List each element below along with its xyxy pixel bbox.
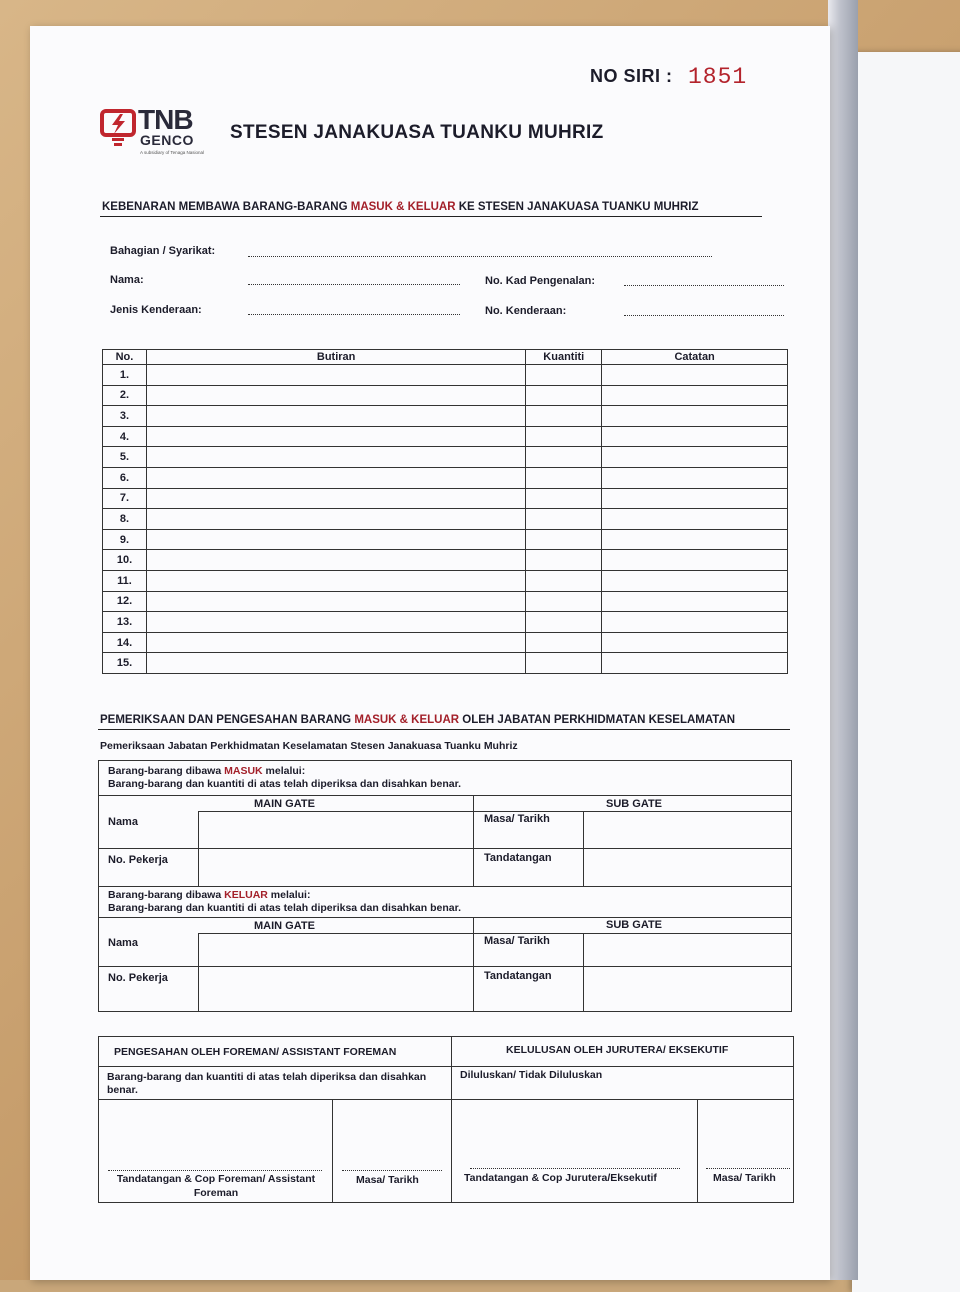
section-inspection-underline: [98, 729, 790, 730]
pad-edge: [828, 0, 858, 1280]
remarks-cell[interactable]: [602, 509, 788, 530]
row-number: 15.: [103, 653, 147, 674]
engineer-time-line[interactable]: [706, 1168, 790, 1169]
divider: [98, 917, 792, 918]
in-time-date-label: Masa/ Tarikh: [484, 813, 550, 825]
out-via-word: KELUAR: [224, 889, 268, 901]
table-row: [103, 447, 788, 468]
section-inspection-title: [100, 714, 735, 726]
quantity-cell[interactable]: [526, 612, 602, 633]
in-main-gate-staff-no-field[interactable]: [199, 849, 472, 886]
remarks-cell[interactable]: [602, 550, 788, 571]
row-number: 11.: [103, 570, 147, 591]
engineer-approval-text: Diluluskan/ Tidak Diluluskan: [460, 1069, 603, 1081]
in-sub-gate: SUB GATE: [606, 798, 663, 810]
quantity-cell[interactable]: [526, 509, 602, 530]
out-time-date-label: Masa/ Tarikh: [484, 935, 550, 947]
vehicle-no-field[interactable]: [624, 315, 784, 316]
in-via-pre: Barang-barang dibawa: [108, 765, 225, 777]
section-permit-title-highlight: MASUK & KELUAR: [350, 201, 456, 213]
foreman-signature-label: Tandatangan & Cop Foreman/ Assistant Foreman: [116, 1173, 316, 1199]
out-name-label: Nama: [108, 937, 138, 949]
out-via-post: melalui:: [267, 889, 311, 901]
section-permit-title: [102, 201, 699, 213]
details-cell[interactable]: [146, 365, 525, 386]
section-inspection-title-pre: PEMERIKSAAN DAN PENGESAHAN BARANG: [100, 714, 355, 726]
quantity-cell[interactable]: [526, 653, 602, 674]
details-cell[interactable]: [146, 488, 525, 509]
section-inspection-title-highlight: MASUK & KELUAR: [354, 714, 460, 726]
inspection-subtitle: Pemeriksaan Jabatan Perkhidmatan Keselamatan Stesen Janakuasa Tuanku Muhriz: [100, 740, 518, 752]
in-signature-label: Tandatangan: [484, 852, 552, 864]
quantity-cell[interactable]: [526, 591, 602, 612]
quantity-cell[interactable]: [526, 467, 602, 488]
row-number: 1.: [103, 365, 147, 386]
logo-brand: TNB: [138, 104, 193, 135]
remarks-cell[interactable]: [602, 570, 788, 591]
out-sub-gate-time-field[interactable]: [584, 934, 790, 965]
divider: [473, 917, 474, 1011]
serial-number: 1851: [688, 64, 748, 90]
vehicle-type-label: Jenis Kenderaan:: [110, 304, 202, 316]
table-row: [103, 488, 788, 509]
out-via-label: [108, 889, 310, 901]
quantity-cell[interactable]: [526, 365, 602, 386]
ic-label: No. Kad Pengenalan:: [485, 275, 596, 287]
quantity-cell[interactable]: [526, 632, 602, 653]
remarks-cell[interactable]: [602, 447, 788, 468]
details-cell[interactable]: [146, 447, 525, 468]
details-cell[interactable]: [146, 385, 525, 406]
table-row: [103, 509, 788, 530]
table-row: [103, 653, 788, 674]
row-number: 13.: [103, 612, 147, 633]
divider: [98, 1066, 794, 1067]
table-row: [103, 385, 788, 406]
remarks-cell[interactable]: [602, 653, 788, 674]
details-cell[interactable]: [146, 509, 525, 530]
vehicle-type-field[interactable]: [248, 314, 460, 315]
tnb-logo-icon: [100, 108, 138, 148]
in-staff-no-label: No. Pekerja: [108, 854, 168, 866]
serial-label: NO SIRI :: [590, 66, 673, 86]
remarks-cell[interactable]: [602, 406, 788, 427]
header-details: Butiran: [146, 350, 525, 365]
details-cell[interactable]: [146, 550, 525, 571]
in-name-label: Nama: [108, 816, 138, 828]
division-field[interactable]: [248, 256, 712, 257]
remarks-cell[interactable]: [602, 632, 788, 653]
section-permit-underline: [100, 216, 762, 217]
row-number: 3.: [103, 406, 147, 427]
name-field[interactable]: [248, 284, 460, 285]
engineer-signature-label: Tandatangan & Cop Jurutera/Eksekutif: [464, 1172, 657, 1184]
remarks-cell[interactable]: [602, 529, 788, 550]
foreman-verified-text: Barang-barang dan kuantiti di atas telah diperiksa dan disahkan benar.: [107, 1071, 427, 1096]
out-verified-text: Barang-barang dan kuantiti di atas telah diperiksa dan disahkan benar.: [108, 902, 462, 914]
in-sub-gate-time-field[interactable]: [584, 812, 790, 847]
table-row: [103, 406, 788, 427]
row-number: 9.: [103, 529, 147, 550]
foreman-time-label: Masa/ Tarikh: [356, 1174, 419, 1186]
details-cell[interactable]: [146, 570, 525, 591]
details-cell[interactable]: [146, 612, 525, 633]
page-title: STESEN JANAKUASA TUANKU MUHRIZ: [230, 122, 604, 143]
table-row: [103, 467, 788, 488]
in-main-gate-name-field[interactable]: [199, 812, 472, 847]
details-cell[interactable]: [146, 529, 525, 550]
details-cell[interactable]: [146, 591, 525, 612]
table-row: [103, 591, 788, 612]
out-sub-gate: SUB GATE: [606, 919, 663, 931]
quantity-cell[interactable]: [526, 550, 602, 571]
remarks-cell[interactable]: [602, 591, 788, 612]
out-main-gate-name-field[interactable]: [199, 934, 472, 965]
remarks-cell[interactable]: [602, 488, 788, 509]
engineer-time-label: Masa/ Tarikh: [713, 1172, 776, 1184]
form-sheet: [30, 26, 830, 1280]
out-sub-gate-signature-field[interactable]: [584, 967, 790, 1010]
in-via-word: MASUK: [224, 765, 263, 777]
section-permit-title-post: KE STESEN JANAKUASA TUANKU MUHRIZ: [455, 201, 699, 213]
in-sub-gate-signature-field[interactable]: [584, 849, 790, 886]
details-cell[interactable]: [146, 426, 525, 447]
remarks-cell[interactable]: [602, 385, 788, 406]
name-label: Nama:: [110, 274, 144, 286]
table-row: [103, 550, 788, 571]
row-number: 10.: [103, 550, 147, 571]
quantity-cell[interactable]: [526, 529, 602, 550]
section-permit-title-pre: KEBENARAN MEMBAWA BARANG-BARANG: [102, 201, 351, 213]
items-table: [102, 349, 788, 674]
divider: [697, 1099, 698, 1202]
out-staff-no-label: No. Pekerja: [108, 972, 168, 984]
row-number: 8.: [103, 509, 147, 530]
quantity-cell[interactable]: [526, 385, 602, 406]
quantity-cell[interactable]: [526, 406, 602, 427]
details-cell[interactable]: [146, 406, 525, 427]
logo-tagline: A subsidiary of Tenaga Nasional: [140, 150, 204, 155]
quantity-cell[interactable]: [526, 488, 602, 509]
details-cell[interactable]: [146, 632, 525, 653]
divider: [332, 1099, 333, 1202]
details-cell[interactable]: [146, 467, 525, 488]
out-main-gate-staff-no-field[interactable]: [199, 967, 472, 1010]
quantity-cell[interactable]: [526, 447, 602, 468]
header-remarks: Catatan: [602, 350, 788, 365]
in-verified-text: Barang-barang dan kuantiti di atas telah diperiksa dan disahkan benar.: [108, 778, 462, 790]
divider: [451, 1036, 452, 1202]
table-row: [103, 612, 788, 633]
engineer-title: KELULUSAN OLEH JURUTERA/ EKSEKUTIF: [506, 1044, 729, 1056]
in-via-label: [108, 765, 305, 777]
divider: [98, 1099, 794, 1100]
vehicle-no-label: No. Kenderaan:: [485, 305, 567, 317]
division-label: Bahagian / Syarikat:: [110, 245, 216, 257]
row-number: 2.: [103, 385, 147, 406]
divider: [98, 795, 792, 796]
row-number: 4.: [103, 426, 147, 447]
divider: [473, 795, 474, 887]
in-via-post: melalui:: [262, 765, 306, 777]
row-number: 12.: [103, 591, 147, 612]
background-form-sheet: [852, 52, 960, 1292]
header-quantity: Kuantiti: [526, 350, 602, 365]
ic-field[interactable]: [624, 285, 784, 286]
quantity-cell[interactable]: [526, 426, 602, 447]
remarks-cell[interactable]: [602, 365, 788, 386]
table-row: [103, 426, 788, 447]
table-row: [103, 570, 788, 591]
divider: [98, 886, 792, 887]
section-inspection-title-post: OLEH JABATAN PERKHIDMATAN KESELAMATAN: [459, 714, 736, 726]
out-via-pre: Barang-barang dibawa: [108, 889, 225, 901]
out-signature-label: Tandatangan: [484, 970, 552, 982]
header-no: No.: [103, 350, 147, 365]
row-number: 5.: [103, 447, 147, 468]
foreman-signature-line[interactable]: [108, 1170, 322, 1171]
quantity-cell[interactable]: [526, 570, 602, 591]
in-main-gate: MAIN GATE: [254, 798, 315, 810]
remarks-cell[interactable]: [602, 467, 788, 488]
out-main-gate: MAIN GATE: [254, 920, 315, 932]
logo-sub: GENCO: [140, 132, 194, 148]
row-number: 14.: [103, 632, 147, 653]
row-number: 6.: [103, 467, 147, 488]
remarks-cell[interactable]: [602, 612, 788, 633]
row-number: 7.: [103, 488, 147, 509]
table-row: [103, 529, 788, 550]
details-cell[interactable]: [146, 653, 525, 674]
engineer-signature-line[interactable]: [470, 1168, 680, 1169]
table-row: [103, 632, 788, 653]
table-row: [103, 365, 788, 386]
remarks-cell[interactable]: [602, 426, 788, 447]
foreman-time-line[interactable]: [342, 1170, 442, 1171]
foreman-title: PENGESAHAN OLEH FOREMAN/ ASSISTANT FOREMAN: [114, 1046, 397, 1058]
